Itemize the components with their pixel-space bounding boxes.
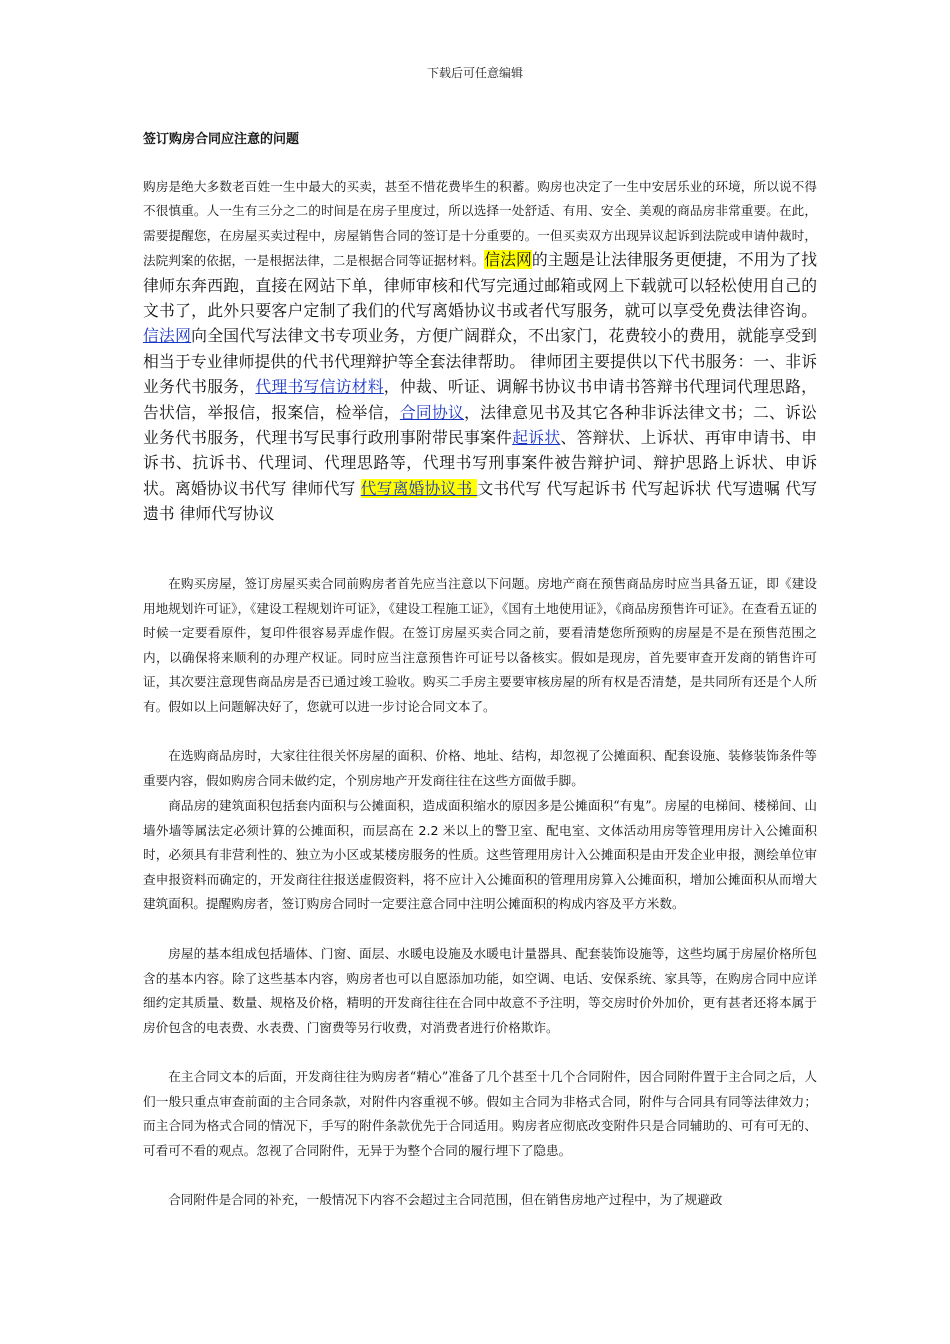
body-paragraph-3-b: 米以上的警卫室、配电室、文体活动用房等管理用房计入公摊面积时，必须具有非营利性的、独立为小区或某楼房服务的性质。这些管理用房计入公摊面积是由开发企业申报，测绘单位审查申报资料而确定的，开发商往往报送虚假资料，将不应计入公摊面积的管理用房算入公摊面积，增加公摊面积从而增大建筑面积。提醒购房者，签订购房合同时一定要注意合同中注明公摊面积的构成内容及平方米数。 <box>143 822 817 911</box>
floor-height-value: 2.2 <box>418 822 439 838</box>
ad-text-1: 的主题是让法律服务更便捷，不用为了找律师东奔西跑，直接在网站下单，律师审核和代写完通过邮箱或网上下载就可以轻松使用自己的文书了，此外只要客户定制了我们的代写离婚协议书或者代写服务，就可以享受免费法律咨询。 <box>143 250 817 321</box>
indictment-link[interactable]: 起诉状 <box>512 428 561 448</box>
body-paragraph-3 <box>143 794 817 917</box>
ad-text-4: ，法律意见书及其它各种非诉法律文书；二、诉讼业务代书服务，代理书写民事行政刑事附带民事案件 <box>143 402 817 448</box>
page-header-note: 下载后可任意编辑 <box>426 66 523 80</box>
ad-text-5: 、答辩状、上诉状、再审申请书、申诉书、抗诉书、代理词、代理思路等，代理书写刑事案件被告辩护词、辩护思路上诉状、申诉状。离婚协议书代写 律师代写 <box>143 428 817 498</box>
petition-materials-link[interactable]: 代理书写信访材料 <box>255 377 384 397</box>
ad-text-6: 文书代写 代写起诉书 代写起诉状 代写遗嘱 代写遗书 律师代写协议 <box>143 478 817 524</box>
body-paragraph-6: 合同附件是合同的补充，一般情况下内容不会超过主合同范围，但在销售房地产过程中，为了规避政 <box>168 1192 723 1207</box>
body-paragraph-1: 在购买房屋，签订房屋买卖合同前购房者首先应当注意以下问题。房地产商在预售商品房时应当具备五证，即《建设用地规划许可证》，《建设工程规划许可证》，《建设工程施工证》，《国有土地使用证》，《商品房预售许可证》。在查看五证的时候一定要看原件，复印件很容易弄虚作假。在签订房屋买卖合同之前，要看清楚您所预购的房屋是不是在预售范围之内，以确保将来顺利的办理产权证。同时应当注意预售许可证号以备核实。假如是现房，首先要审查开发商的销售许可证，其次要注意现售商品房是否已通过竣工验收。购买二手房主要要审核房屋的所有权是否清楚，是共同所有还是个人所有。假如以上问题解决好了，您就可以进一步讨论合同文本了。 <box>143 576 817 714</box>
ad-text-2: 向全国代写法律文书专项业务，方便广阔群众，不出家门，花费较小的费用，就能享受到相当于专业律师提供的代书代理辩护等全套法律帮助。 律师团主要提供以下代书服务：一、非诉业务代书服务， <box>143 326 817 397</box>
brand-link-2[interactable]: 信法网 <box>143 326 192 346</box>
intro-text: 购房是绝大多数老百姓一生中最大的买卖，甚至不惜花费毕生的积蓄。购房也决定了一生中安居乐业的环境，所以说不得不很慎重。人一生有三分之二的时间是在房子里度过，所以选择一处舒适、有用、安全、美观的商品房非常重要。在此，需要提醒您，在房屋买卖过程中，房屋销售合同的签订是十分重要的。一但买卖双方出现异议起诉到法院或申请仲裁时，法院判案的依据，一是根据法律，二是根据合同等证据材料。 <box>143 179 817 269</box>
body-paragraph-5: 在主合同文本的后面，开发商往往为购房者“精心”准备了几个甚至十几个合同附件，因合同附件置于主合同之后，人们一般只重点审查前面的主合同条款，对附件内容重视不够。假如主合同为非格式合同，附件与合同具有同等法律效力；而主合同为格式合同的情况下，手写的附件条款优先于合同适用。购房者应彻底改变附件只是合同辅助的、可有可无的、可看可不看的观点。忽视了合同附件，无异于为整个合同的履行埋下了隐患。 <box>143 1069 817 1158</box>
page-title: 签订购房合同应注意的问题 <box>143 132 300 147</box>
intro-paragraph <box>143 175 817 528</box>
ad-text-3: ，仲裁、听证、调解书协议书申请书答辩书代理词代理思路，告状信，举报信，报案信，检举信， <box>143 377 817 422</box>
contract-agreement-link[interactable]: 合同协议 <box>399 402 465 422</box>
body-paragraph-3-a: 商品房的建筑面积包括套内面积与公摊面积，造成面积缩水的原因多是公摊面积“有鬼”。房屋的电梯间、楼梯间、山墙外墙等属法定必须计算的公摊面积，而层高在 <box>143 798 817 838</box>
body-paragraph-2: 在选购商品房时，大家往往很关怀房屋的面积、价格、地址、结构，却忽视了公摊面积、配套设施、装修装饰条件等重要内容，假如购房合同未做约定，个别房地产开发商往往在这些方面做手脚。 <box>143 748 817 788</box>
body-paragraph-4: 房屋的基本组成包括墙体、门窗、面层、水暖电设施及水暖电计量器具、配套装饰设施等，这些均属于房屋价格所包含的基本内容。除了这些基本内容，购房者也可以自愿添加功能，如空调、电话、安保系统、家具等，在购房合同中应详细约定其质量、数量、规格及价格，精明的开发商往往在合同中故意不予注明，等交房时价外加价，更有甚者还将本属于房价包含的电表费、水表费、门窗费等另行收费，对消费者进行价格欺诈。 <box>143 946 817 1035</box>
divorce-agreement-link[interactable]: 代写离婚协议书 <box>360 478 478 498</box>
brand-highlight-1: 信法网 <box>484 250 532 270</box>
